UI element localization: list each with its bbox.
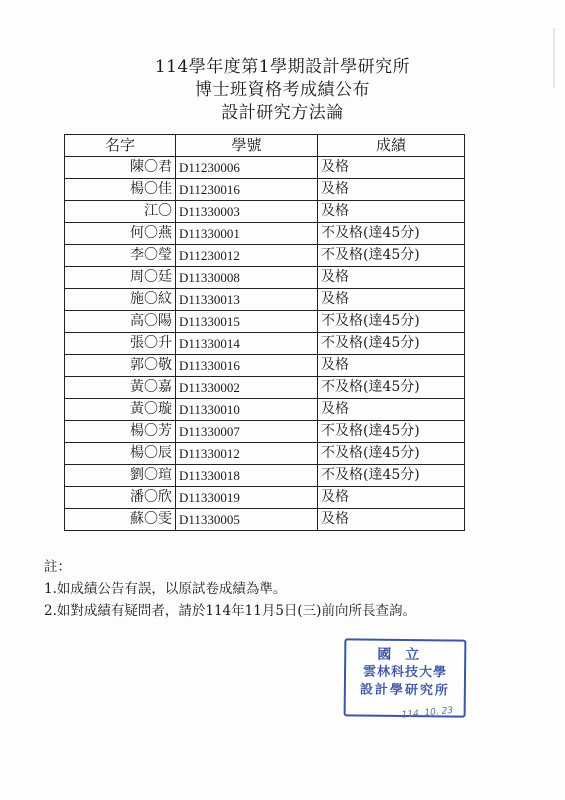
column-header-name: 名字 [65,135,176,157]
result-cell: 不及格(達45分) [318,377,465,399]
table-row [65,311,465,333]
student-id-cell: D11330018 [176,465,318,487]
table-row [65,377,465,399]
student-name-cell: 施〇紋 [65,289,176,311]
student-id-cell: D11330010 [176,399,318,421]
result-cell: 不及格(達45分) [318,245,465,267]
result-cell: 及格 [318,289,465,311]
student-id-cell: D11330002 [176,377,318,399]
student-name-cell: 周〇廷 [65,267,176,289]
result-cell: 及格 [318,487,465,509]
result-cell: 及格 [318,267,465,289]
table-row [65,289,465,311]
title-semester: 114學年度第1學期設計學研究所 [154,57,411,77]
result-cell: 及格 [318,157,465,179]
score-table-body [65,157,465,531]
result-cell: 不及格(達45分) [318,311,465,333]
seal-date: 114. 10. 23 [401,705,454,721]
student-id-cell: D11230016 [176,179,318,201]
result-cell: 及格 [318,179,465,201]
notes-section [44,556,416,622]
student-id-cell: D11330012 [176,443,318,465]
student-id-cell: D11330001 [176,223,318,245]
result-cell: 不及格(達45分) [318,443,465,465]
table-row [65,421,465,443]
table-row [65,223,465,245]
seal-line-2: 雲林科技大學 [362,664,448,681]
column-header-result: 成績 [318,135,465,157]
official-seal-stamp [344,638,467,721]
table-row [65,201,465,223]
table-row [65,157,465,179]
table-row [65,487,465,509]
note-item-2: 2.如對成績有疑問者，請於114年11月5日(三)前向所長查詢。 [44,603,416,619]
table-row [65,245,465,267]
table-row [65,333,465,355]
table-row [65,355,465,377]
student-id-cell: D11330016 [176,355,318,377]
student-id-cell: D11330008 [176,267,318,289]
result-cell: 不及格(達45分) [318,465,465,487]
student-name-cell: 李〇瑩 [65,245,176,267]
table-row [65,443,465,465]
student-id-cell: D11330019 [176,487,318,509]
table-row [65,267,465,289]
student-name-cell: 楊〇芳 [65,421,176,443]
result-cell: 及格 [318,509,465,531]
result-cell: 及格 [318,201,465,223]
seal-line-1: 國立 [377,646,434,664]
student-name-cell: 高〇陽 [65,311,176,333]
student-id-cell: D11330005 [176,509,318,531]
student-id-cell: D11230012 [176,245,318,267]
table-row [65,179,465,201]
student-name-cell: 蘇〇雯 [65,509,176,531]
student-name-cell: 黃〇嘉 [65,377,176,399]
table-row [65,509,465,531]
column-header-id: 學號 [176,135,318,157]
note-item-1: 1.如成績公告有誤，以原試卷成績為準。 [44,581,287,597]
result-cell: 不及格(達45分) [318,333,465,355]
student-name-cell: 郭〇敬 [65,355,176,377]
result-cell: 不及格(達45分) [318,223,465,245]
document-title [0,56,565,125]
score-table [64,134,465,531]
seal-line-3: 設計學研究所 [359,682,450,699]
table-header-row [65,135,465,157]
student-name-cell: 楊〇佳 [65,179,176,201]
student-id-cell: D11330014 [176,333,318,355]
student-name-cell: 張〇升 [65,333,176,355]
student-id-cell: D11330007 [176,421,318,443]
title-subject: 設計研究方法論 [221,103,344,123]
student-id-cell: D11330013 [176,289,318,311]
student-id-cell: D11330015 [176,311,318,333]
student-id-cell: D11330003 [176,201,318,223]
student-name-cell: 陳〇君 [65,157,176,179]
student-name-cell: 潘〇欣 [65,487,176,509]
student-name-cell: 劉〇瑄 [65,465,176,487]
table-row [65,465,465,487]
result-cell: 及格 [318,355,465,377]
student-name-cell: 何〇燕 [65,223,176,245]
title-exam: 博士班資格考成績公布 [195,80,370,100]
table-row [65,399,465,421]
student-name-cell: 楊〇辰 [65,443,176,465]
result-cell: 及格 [318,399,465,421]
student-id-cell: D11230006 [176,157,318,179]
notes-heading: 註： [44,559,71,575]
student-name-cell: 江〇 [65,201,176,223]
student-name-cell: 黃〇璇 [65,399,176,421]
result-cell: 不及格(達45分) [318,421,465,443]
scan-edge-mark [553,28,555,88]
